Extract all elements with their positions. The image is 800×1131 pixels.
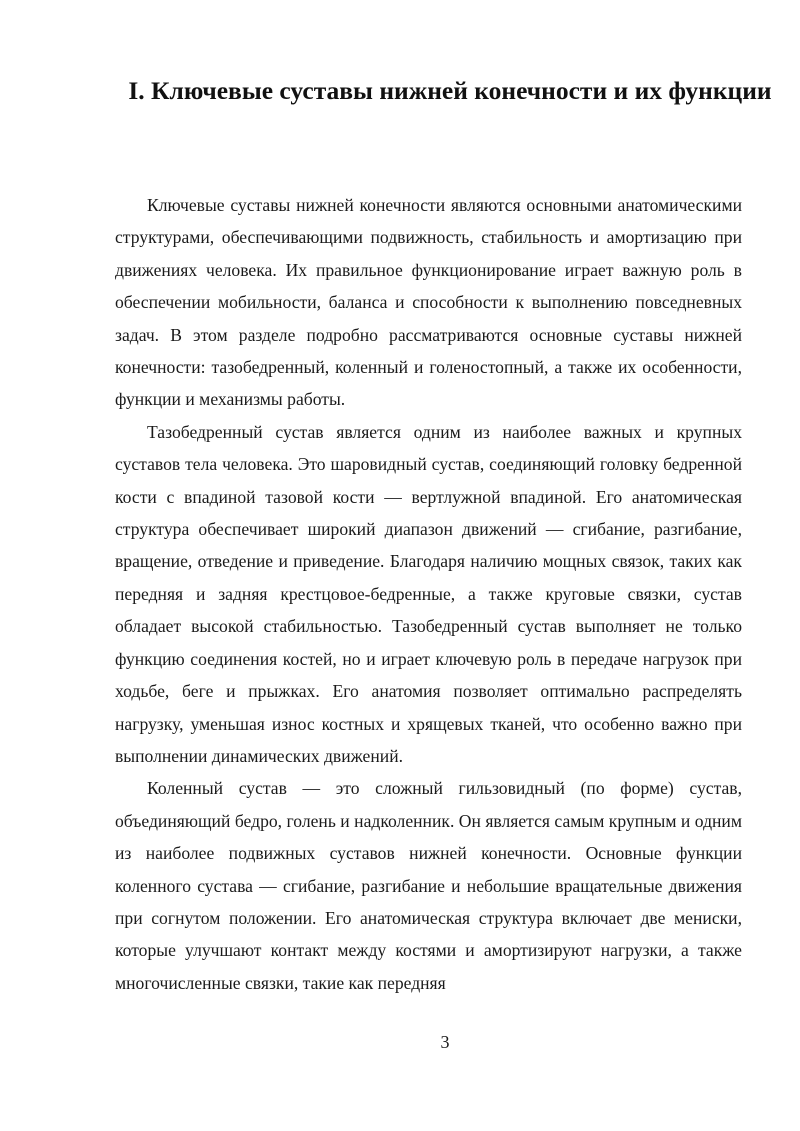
- paragraph-knee-joint: Коленный сустав — это сложный гильзовидный (по форме) сустав, объединяющий бедро, голень и надколенник. Он является самым крупным и одним из наиболее подвижных суставов нижней конечности. Основные функции коленного сустава — сгибание, разгибание и небольшие вращательные движения при согнутом положении. Его анатомическая структура включает две мениски, которые улучшают контакт между костями и амортизируют нагрузки, а также многочисленные связки, такие как передняя: [115, 778, 742, 993]
- paragraph-intro: Ключевые суставы нижней конечности являются основными анатомическими структурами, обеспечивающими подвижность, стабильность и амортизацию при движениях человека. Их правильное функционирование играет важную роль в обеспечении мобильности, баланса и способности к выполнению повседневных задач. В этом разделе подробно рассматриваются основные суставы нижней конечности: тазобедренный, коленный и голеностопный, а также их особенности, функции и механизмы работы.: [115, 195, 742, 410]
- body-text: [115, 189, 742, 999]
- section-heading: I. Ключевые суставы нижней конечности и их функции: [128, 76, 772, 105]
- page-number: 3: [440, 1032, 450, 1052]
- paragraph-hip-joint: Тазобедренный сустав является одним из наиболее важных и крупных суставов тела человека. Это шаровидный сустав, соединяющий головку бедренной кости с впадиной тазовой кости — вертлужной впадиной. Его анатомическая структура обеспечивает широкий диапазон движений — сгибание, разгибание, вращение, отведение и приведение. Благодаря наличию мощных связок, таких как передняя и задняя крестцовое-бедренные, а также круговые связки, сустав обладает высокой стабильностью. Тазобедренный сустав выполняет не только функцию соединения костей, но и играет ключевую роль в передаче нагрузок при ходьбе, беге и прыжках. Его анатомия позволяет оптимально распределять нагрузку, уменьшая износ костных и хрящевых тканей, что особенно важно при выполнении динамических движений.: [115, 421, 742, 766]
